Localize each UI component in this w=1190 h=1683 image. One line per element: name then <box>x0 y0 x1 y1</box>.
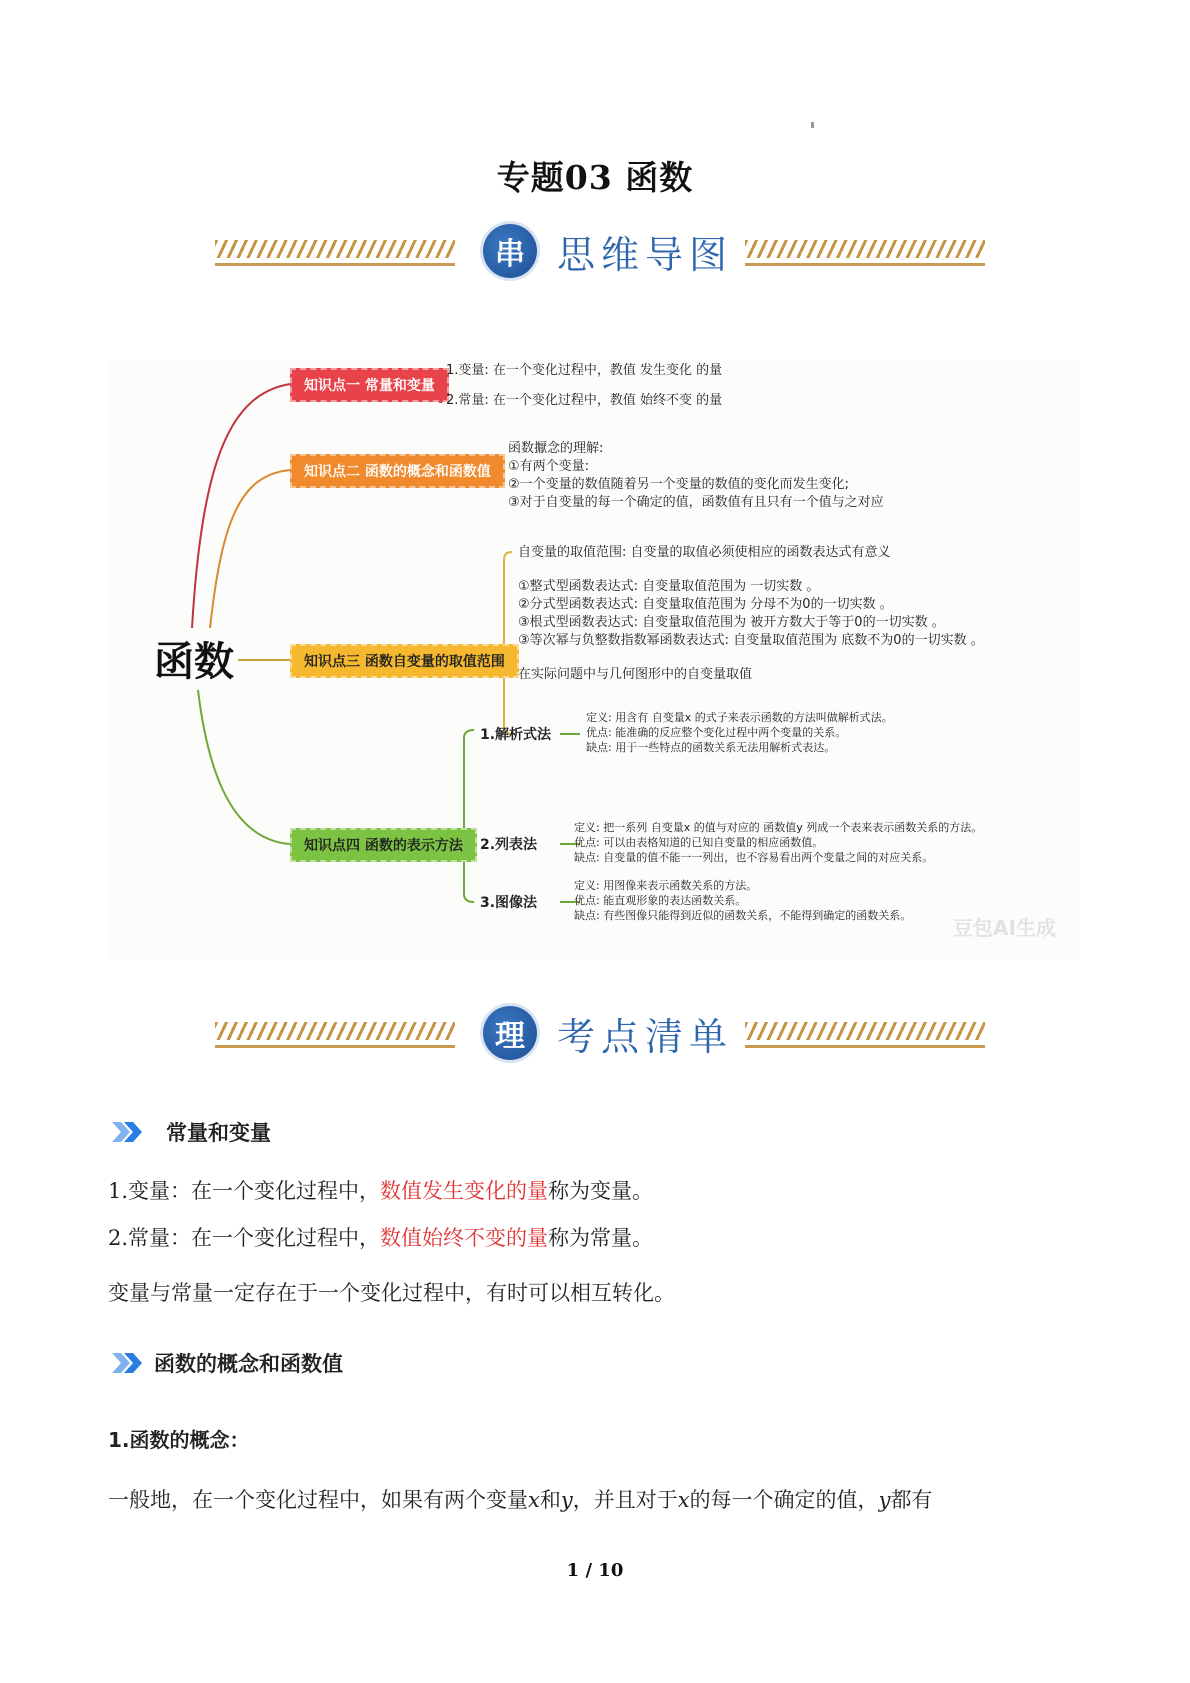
banner-mindmap <box>205 218 995 288</box>
text: 称为变量。 <box>548 1179 654 1203</box>
text: ，并且对于 <box>572 1488 678 1512</box>
node-knowledge-2: 知识点二 函数的概念和函数值 <box>290 454 505 488</box>
banner-title: 考点清单 <box>557 1015 734 1059</box>
paragraph-function-definition <box>108 1484 932 1514</box>
text: 和 <box>539 1488 561 1512</box>
paragraph-constant <box>108 1222 653 1252</box>
k3-outro: 在实际问题中与几何图形中的自变量取值 <box>518 667 753 682</box>
k3-item-4: ③等次幂与负整数指数幂函数表达式: 自变量取值范围为 底数不为0的一切实数 。 <box>518 633 984 648</box>
k1-item-2: 2.常量: 在一个变化过程中，教值 始终不变 的量 <box>446 393 723 408</box>
text: 1.变量：在一个变化过程中， <box>108 1179 381 1203</box>
section-heading-function-concept <box>112 1348 343 1378</box>
paragraph-variable <box>108 1175 653 1205</box>
math-var: y <box>560 1488 573 1512</box>
k3-item-1: ①整式型函数表达式: 自变量取值范围为 一切实数 。 <box>518 579 820 594</box>
method-1-advantage: 优点: 能准确的反应整个变化过程中两个变量的关系。 <box>586 726 847 739</box>
text: 的每一个确定的值， <box>689 1488 879 1512</box>
k3-intro: 自变量的取值范围: 自变量的取值必须使相应的函数表达式有意义 <box>518 545 891 560</box>
mind-map <box>110 360 1080 960</box>
k3-item-3: ③根式型函数表达式: 自变量取值范围为 被开方数大于等于0的一切实数 。 <box>518 615 945 630</box>
decorative-stripes-right <box>745 240 985 258</box>
math-var: y <box>878 1488 891 1512</box>
node-knowledge-3: 知识点三 函数自变量的取值范围 <box>290 644 519 678</box>
node-knowledge-1: 知识点一 常量和变量 <box>290 368 449 402</box>
method-1-label: 1.解析式法 <box>480 727 552 743</box>
method-2-disadvantage: 缺点: 自变量的值不能一一列出，也不容易看出两个变量之间的对应关系。 <box>574 851 934 864</box>
chevron-right-icon <box>112 1122 148 1142</box>
method-3-label: 3.图像法 <box>480 895 538 911</box>
decorative-stripes-right <box>745 1022 985 1040</box>
text: 一般地，在一个变化过程中，如果有两个变量 <box>108 1488 528 1512</box>
text: 称为常量。 <box>548 1226 654 1250</box>
text: 都有 <box>890 1488 933 1512</box>
watermark: 豆包AI生成 <box>953 916 1056 940</box>
text: 2.常量：在一个变化过程中， <box>108 1226 381 1250</box>
section-heading-text: 常量和变量 <box>166 1121 271 1145</box>
method-3-advantage: 优点: 能直观形象的表达函数关系。 <box>574 894 747 907</box>
decorative-stripes-left <box>215 1022 455 1040</box>
method-3-disadvantage: 缺点: 有些图像只能得到近似的函数关系，不能得到确定的函数关系。 <box>574 909 912 922</box>
highlight-text: 数值始终不变的量 <box>380 1226 549 1250</box>
banner-title: 思维导图 <box>557 233 734 277</box>
banner-checklist <box>205 1000 995 1070</box>
math-var: x <box>528 1488 540 1512</box>
node-knowledge-4: 知识点四 函数的表示方法 <box>290 828 477 862</box>
method-2-label: 2.列表法 <box>480 837 538 853</box>
method-2-definition: 定义: 把一系列 自变量x 的值与对应的 函数值y 列成一个表来表示函数关系的方法。 <box>574 821 983 834</box>
section-heading-text: 函数的概念和函数值 <box>154 1352 343 1376</box>
k3-item-2: ②分式型函数表达式: 自变量取值范围为 分母不为0的一切实数 。 <box>518 597 893 612</box>
highlight-text: 数值发生变化的量 <box>380 1179 549 1203</box>
scan-mark <box>811 122 814 128</box>
page-number: 1 / 10 <box>566 1560 624 1581</box>
section-heading-constants-variables <box>112 1117 271 1147</box>
document-title: 专题03 函数 <box>496 158 694 197</box>
k2-item-4: ③对于自变量的每一个确定的值，函数值有且只有一个值与之对应 <box>508 495 884 510</box>
chevron-right-icon <box>112 1353 148 1373</box>
mind-map-root: 函数 <box>154 639 234 685</box>
paragraph-note: 变量与常量一定存在于一个变化过程中，有时可以相互转化。 <box>108 1281 675 1305</box>
k2-item-3: ②一个变量的数值随着另一个变量的数值的变化而发生变化; <box>508 477 850 492</box>
subheading-function-concept: 1.函数的概念： <box>108 1428 250 1452</box>
method-2-advantage: 优点: 可以由表格知道的已知自变量的相应函数值。 <box>574 836 824 849</box>
k2-item-1: 函数擫念的理解: <box>508 441 604 456</box>
badge-icon: 串 <box>483 224 537 278</box>
badge-icon: 理 <box>483 1006 537 1060</box>
method-1-disadvantage: 缺点: 用于一些特点的函数关系无法用解析式表达。 <box>586 741 836 754</box>
decorative-stripes-left <box>215 240 455 258</box>
math-var: x <box>677 1488 690 1512</box>
k1-item-1: 1.变量: 在一个变化过程中，教值 发生变化 的量 <box>446 363 723 378</box>
method-1-definition: 定义: 用含有 自变量x 的式子来表示函数的方法叫做解析式法。 <box>586 711 893 724</box>
k2-item-2: ①有两个变量: <box>508 459 590 474</box>
method-3-definition: 定义: 用图像来表示函数关系的方法。 <box>574 879 758 892</box>
